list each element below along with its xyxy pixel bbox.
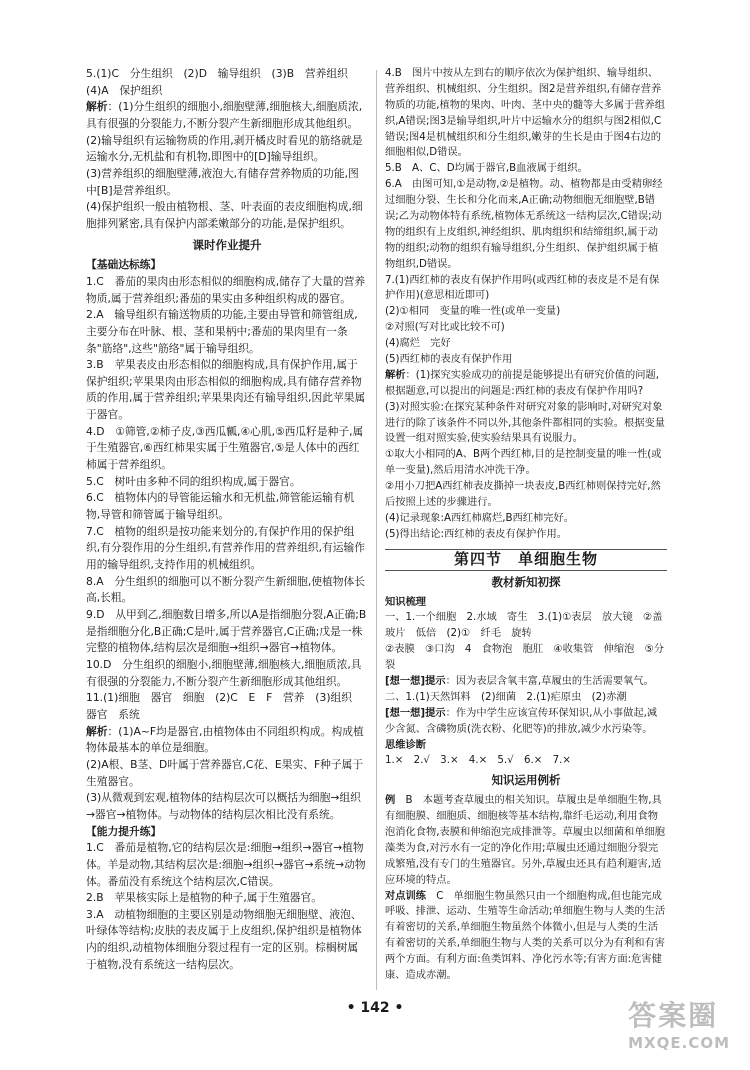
answer-paragraph: 1.× 2.√ 3.× 4.× 5.√ 6.× 7.×: [385, 754, 571, 767]
explanation-label: 解析: [86, 724, 108, 738]
answer-paragraph: (2)A根、B茎、D叶属于营养器官,C花、E果实、F种子属于生殖器官。: [86, 757, 364, 788]
answer-paragraph: ①取大小相同的A、B两个西红柿,目的是控制变量的唯一性(或单一变量),然后用清水冲洗干净。: [385, 448, 662, 477]
explanation-text: ：(1)探究实验成功的前提是能够提出有研究价值的问题,根据题意,可以提出的问题是:西红柿的表皮有保护作用吗?: [385, 368, 660, 397]
explanation-label: 例: [385, 794, 396, 807]
explanation-text: ：作为中学生应该宣传环保知识,从小事做起,减少含氮、含磷物质(洗衣粉、化肥等)的排放,减少水污染等。: [385, 706, 658, 735]
answer-paragraph: 一、1.一个细胞 2.水域 寄生 3.(1)①表层 放大镜 ②盖玻片 低倍 (2)① 纤毛 旋转: [385, 611, 663, 640]
answer-paragraph: (4)腐烂 完好: [385, 337, 451, 350]
answer-paragraph: 3.A 动植物细胞的主要区别是动物细胞无细胞壁、液泡、叶绿体等结构;皮肤的表皮属于上皮组织,保护组织是植物体内的组织,动植物体细胞分裂过程有一定的区别。棕榈树属于植物,没有系统这一结构层次。: [86, 907, 362, 971]
answer-paragraph: 7.C 植物的组织是按功能来划分的,有保护作用的保护组织,有分裂作用的分生组织,有营养作用的营养组织,有运输作用的输导组织,支持作用的机械组织。: [86, 524, 366, 572]
topic-heading: 知识梳理: [385, 595, 427, 608]
answer-paragraph: 2.B 苹果核实际上是植物的种子,属于生殖器官。: [86, 891, 323, 905]
answer-paragraph: (3)从微观到宏观,植物体的结构层次可以概括为细胞→组织→器官→植物体。与动物体的结构层次相比没有系统。: [86, 791, 361, 821]
answer-paragraph: (5)得出结论:西红柿的表皮有保护作用。: [385, 527, 567, 540]
answer-paragraph: 11.(1)细胞 器官 细胞 (2)C E F 营养 (3)组织 器官 系统: [86, 691, 363, 721]
answer-paragraph: 5.(1)C 分生组织 (2)D 输导组织 (3)B 营养组织 (4)A 保护组织: [86, 67, 359, 97]
page-number: • 142 •: [346, 1000, 404, 1016]
explanation-text: B 本题考查草履虫的相关知识。草履虫是单细胞生物,具有细胞膜、细胞质、细胞核等基本结构,靠纤毛运动,利用食物泡消化食物,表膜和伸缩泡完成排泄等。草履虫以细菌和单细胞藻类为食,对污水有一定的净化作用;草履虫还通过细胞分裂完成繁殖,没有专门的生殖器官。另外,草履虫还具有趋利避害,适应环境的特点。: [385, 794, 666, 886]
explanation-label: 解析: [86, 100, 108, 114]
answer-paragraph: 2.A 输导组织有输送物质的功能,主要由导管和筛管组成,主要分布在叶脉、根、茎和果柄中;番茄的果肉里有一条条"筋络",这些"筋络"属于输导组织。: [86, 308, 358, 355]
explanation-paragraph: [385, 889, 667, 984]
explanation-label: [想一想]提示: [385, 674, 446, 687]
section-heading: 课时作业提升: [192, 237, 262, 252]
answer-paragraph: 6.C 植物体内的导管能运输水和无机盐,筛管能运输有机物,导管和筛管属于输导组织。: [86, 491, 355, 522]
explanation-label: [想一想]提示: [385, 706, 446, 719]
answer-paragraph: (4)保护组织一般由植物根、茎、叶表面的表皮细胞构成,细胞排列紧密,具有保护内部柔嫩部分的功能,是保护组织。: [86, 200, 363, 230]
answer-paragraph: ②表膜 ③口沟 4 食物泡 胞肛 ④收集管 伸缩泡 ⑤分裂: [385, 643, 665, 672]
column-divider: [376, 70, 377, 990]
answer-paragraph: 6.A 由图可知,①是动物,②是植物。动、植物都是由受精卵经过细胞分裂、生长和分化而来,A正确;动物细胞无细胞壁,B错误;乙为动物体特有系统,植物体无系统这一结构层次,C错误;动物的组织有上皮组织,神经组织、肌肉组织和结缔组织,属于动物的组织;动物的组织有输导组织,分生组织、保护组织属于植物组织,D错误。: [385, 178, 663, 270]
answer-paragraph: 1.C 番茄是植物,它的结构层次是:细胞→组织→器官→植物体。羊是动物,其结构层次是:细胞→组织→器官→系统→动物体。番茄没有系统这个结构层次,C错误。: [86, 841, 366, 888]
explanation-text: C 单细胞生物虽然只由一个细胞构成,但也能完成呼吸、排泄、运动、生殖等生命活动;单细胞生物与人类的生活有着密切的关系,单细胞生物虽然个体微小,但是与人类的生活有着密切的关系,单细胞生物与人类的关系可以分为有利和有害两个方面。有利方面:鱼类饵料、净化污水等;有害方面:危害健康、造成赤潮。: [385, 889, 666, 981]
chapter-title: 第四节 单细胞生物: [385, 549, 667, 571]
section-heading: 知识运用例析: [491, 773, 561, 788]
answer-paragraph: 5.C 树叶由多种不同的组织构成,属于器官。: [86, 474, 301, 488]
answer-paragraph: 9.D 从甲到乙,细胞数目增多,所以A是指细胞分裂,A正确;B是指细胞分化,B正确;C是叶,属于营养器官,C正确;戊是一株完整的植物体,结构层次是细胞→组织→器官→植物体。: [86, 608, 367, 655]
right-column: [385, 66, 667, 984]
explanation-paragraph: [385, 368, 667, 400]
explanation-label: 对点训练: [385, 889, 427, 902]
watermark-text: 答案圈: [628, 999, 719, 1032]
explanation-paragraph: [385, 674, 667, 690]
explanation-paragraph: [385, 706, 667, 738]
answer-paragraph: (5)西红柿的表皮有保护作用: [385, 353, 513, 366]
answer-paragraph: 4.B 图片中按从左到右的顺序依次为保护组织、输导组织、营养组织、机械组织、分生组织。图2是营养组织,有储存营养物质的功能,植物的果肉、叶肉、茎中央的髓等大多属于营养组织,A错误;图3是输导组织,叶片中运输水分的组织与图2相似,C错误;图4是机械组织和分生组织,嫩芽的生长是由于图4右边的细胞相似,D错误。: [385, 67, 666, 159]
answer-paragraph: ②对照(写对比或比较不可): [385, 321, 505, 334]
explanation-paragraph: [86, 724, 368, 757]
answer-paragraph: (2)①相同 变量的唯一性(或单一变量): [385, 305, 561, 318]
answer-paragraph: (2)输导组织有运输物质的作用,剥开橘皮时看见的筋络就是运输水分,无机盐和有机物,即图中的[D]输导组织。: [86, 133, 363, 164]
answer-paragraph: 10.D 分生组织的细胞小,细胞壁薄,细胞核大,细胞质浓,具有很强的分裂能力,不断分裂产生新细胞形成其他组织。: [86, 657, 362, 688]
answer-paragraph: (3)营养组织的细胞壁薄,液泡大,有储存营养物质的功能,图中[B]是营养组织。: [86, 166, 359, 197]
answer-paragraph: ②用小刀把A西红柿表皮撕掉一块表皮,B西红柿则保持完好,然后按照上述的步骤进行。: [385, 480, 661, 509]
explanation-paragraph: [385, 793, 667, 888]
answer-paragraph: (3)对照实验:在探究某种条件对研究对象的影响时,对研究对象进行的除了该条件不同以外,其他条件都相同的实验。根据变量设置一组对照实验,使实验结果具有说服力。: [385, 400, 666, 445]
explanation-text: ：因为表层含氧丰富,草履虫的生活需要氧气。: [445, 674, 654, 687]
answer-paragraph: 4.D ①筛管,②柿子皮,③西瓜瓤,④心肌,⑤西瓜籽是种子,属于生殖器官,⑥西红柿果实属于生殖器官,⑤是人体中的西红柿属于营养组织。: [86, 424, 364, 472]
answer-paragraph: 1.C 番茄的果肉由形态相似的细胞构成,储存了大量的营养物质,属于营养组织;番茄的果实由多种组织构成的器官。: [86, 274, 366, 305]
explanation-text: ：(1)A~F均是器官,由植物体由不同组织构成。构成植物体最基本的单位是细胞。: [86, 724, 364, 755]
explanation-text: ：(1)分生组织的细胞小,细胞壁薄,细胞核大,细胞质浓,具有很强的分裂能力,不断分裂产生新细胞形成其他组织。: [86, 100, 363, 130]
explanation-label: 解析: [385, 368, 406, 381]
section-heading: 教材新知初探: [491, 574, 561, 589]
left-column: [86, 66, 368, 973]
answer-paragraph: 3.B 苹果表皮由形态相似的细胞构成,具有保护作用,属于保护组织;苹果果肉由形态相似的细胞构成,具有储存营养物质的作用,属于营养组织;苹果果肉还有输导组织,因此苹果属于器官。: [86, 358, 366, 422]
answer-paragraph: 8.A 分生组织的细胞可以不断分裂产生新细胞,使植物体长高,长粗。: [86, 574, 366, 605]
explanation-paragraph: [86, 99, 368, 132]
answer-paragraph: 5.B A、C、D均属于器官,B血液属于组织。: [385, 162, 588, 175]
answer-paragraph: 二、1.(1)天然饵料 (2)细菌 2.(1)疟原虫 (2)赤潮: [385, 690, 627, 703]
topic-heading: 思维诊断: [385, 738, 427, 751]
subsection-heading: 【能力提升练】: [86, 824, 162, 838]
watermark-logo: [628, 994, 730, 1052]
answer-paragraph: (4)记录现象:A西红柿腐烂,B西红柿完好。: [385, 511, 575, 524]
subsection-heading: 【基础达标练】: [86, 258, 162, 272]
watermark-url: MXQE.COM: [628, 1034, 730, 1052]
answer-paragraph: 7.(1)西红柿的表皮有保护作用吗(或西红柿的表皮是不是有保护作用)(意思相近即可): [385, 273, 660, 302]
